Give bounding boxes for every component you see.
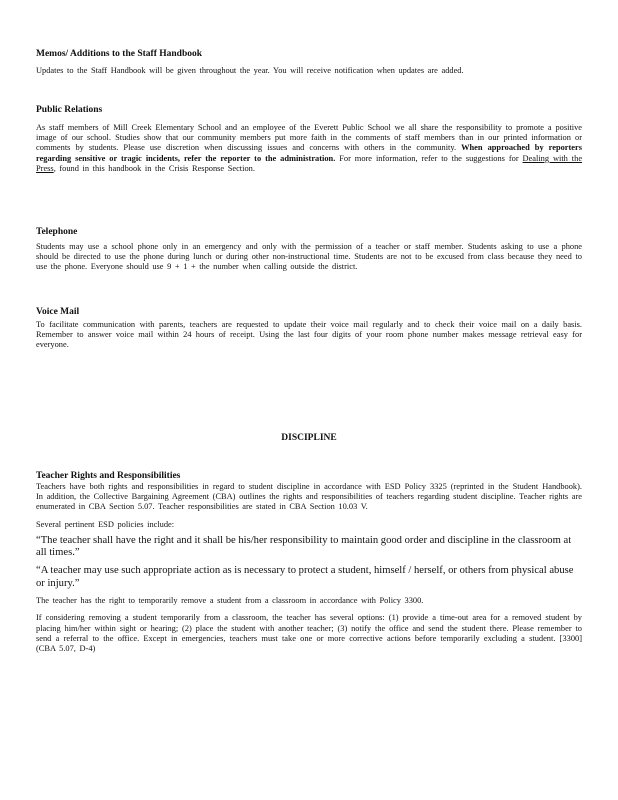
policy-quote-2: “A teacher may use such appropriate action as is necessary to protect a student, himself / herself, or others from physical abuse or injury.”: [36, 565, 574, 589]
memos-heading: Memos/ Additions to the Staff Handbook: [36, 49, 203, 59]
public-relations-end: , found in this handbook in the Crisis Response Section.: [53, 163, 255, 173]
telephone-section: [36, 226, 582, 273]
memos-body: Updates to the Staff Handbook will be given throughout the year. You will receive notification when updates are added.: [36, 66, 464, 75]
dealing-with-press-link[interactable]: Dealing with the Press: [36, 153, 583, 173]
policy-quote-1: “The teacher shall have the right and it shall be his/her responsibility to maintain good order and discipline in the classroom at all times.”: [36, 534, 572, 559]
teacher-rights-body: Teachers have both rights and responsibilities in regard to student discipline in accordance with ESD Policy 3325 (reprinted in the Student Handbook). In addition, the Collective Bargaining Agreement (CBA) outlines the rights and responsibilities of teachers regarding student discipline. Teacher rights are enumerated in CBA Section 5.07. Teacher responsibilities are stated in CBA Section 10.03 V.: [36, 482, 582, 512]
press-policy-bold: When approached by reporters regarding sensitive or tragic incidents, refer the reporter to the administration.: [36, 143, 582, 163]
voice-mail-body: To facilitate communication with parents, teachers are requested to update their voice mail regularly and to check their voice mail on a daily basis. Remember to answer voice mail within 24 hours of receipt. Using the last four digits of your room phone number makes message retrieval easy for everyone.: [36, 320, 582, 350]
removal-right: The teacher has the right to temporarily remove a student from a classroom in accordance with Policy 3300.: [36, 596, 424, 606]
public-relations-section: [36, 104, 582, 174]
public-relations-heading: Public Relations: [36, 105, 103, 115]
public-relations-text: As staff members of Mill Creek Elementary School and an employee of the Everett Public School we all share the responsibility to promote a positive image of our school. Studies show that our community members put more faith in the comments of staff members than in our printed information or comments by students. Please use discretion when discussing issues and concerns with others in the community.: [36, 123, 582, 153]
discipline-title: DISCIPLINE: [281, 433, 337, 443]
removal-options: If considering removing a student temporarily from a classroom, the teacher has several options: (1) provide a time-out area for a removed student by placing him/her within sight or hearing; (2) place the student with another teacher; (3) notify the office and send the student there. Please remember to send a referral to the office. Except in emergencies, teachers must take one or more corrective actions before temporarily excluding a student. [3300](CBA 5.07, D-4): [36, 613, 582, 653]
teacher-rights-heading: Teacher Rights and Responsibilities: [36, 471, 181, 481]
policies-intro: Several pertinent ESD policies include:: [36, 519, 175, 529]
public-relations-more: For more information, refer to the suggestions for: [339, 153, 519, 163]
public-relations-body: [36, 123, 582, 174]
memos-section: [36, 48, 582, 76]
telephone-heading: Telephone: [36, 227, 78, 237]
discipline-section: [36, 470, 582, 654]
voice-mail-section: [36, 306, 582, 351]
telephone-body: Students may use a school phone only in an emergency and only with the permission of a teacher or staff member. Students asking to use a phone should be directed to use the phone during lunch or during other non-instructional time. Students are not to be excused from class because they need to use the phone. Everyone should use 9 + 1 + the number when calling outside the district.: [36, 242, 582, 272]
voice-mail-heading: Voice Mail: [36, 307, 80, 317]
discipline-title-wrap: [36, 432, 582, 444]
